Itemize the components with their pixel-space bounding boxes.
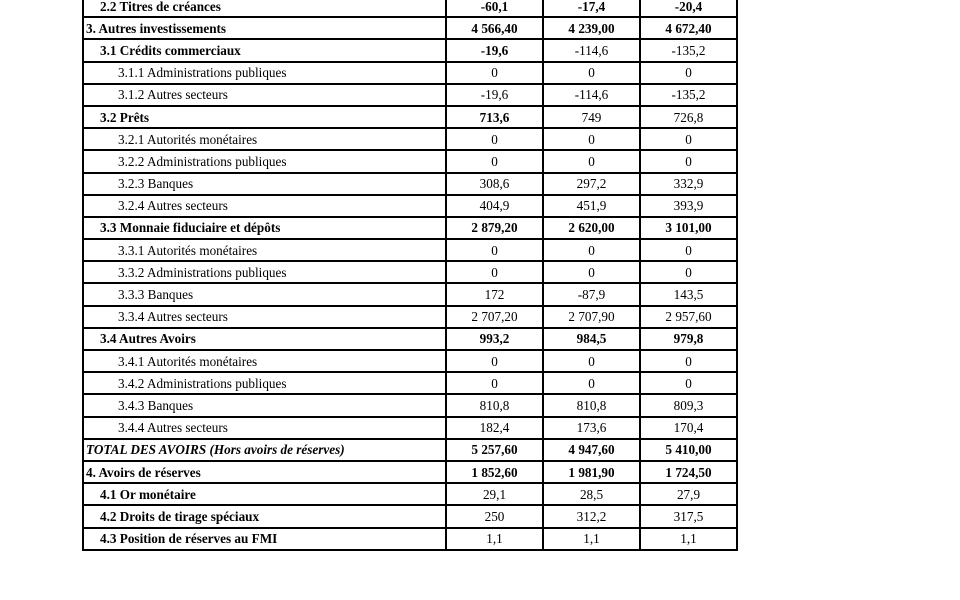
value-cell: 0: [446, 372, 543, 394]
table-row: [83, 195, 737, 217]
value-cell: 250: [446, 505, 543, 527]
value-cell: 1,1: [543, 528, 640, 550]
row-label: 3.3.3 Banques: [83, 283, 446, 305]
value-cell: 0: [640, 128, 737, 150]
value-cell: 297,2: [543, 173, 640, 195]
value-cell: 0: [640, 372, 737, 394]
row-label: 3.2.4 Autres secteurs: [83, 195, 446, 217]
row-label: 3.2.2 Administrations publiques: [83, 150, 446, 172]
table-row: [83, 505, 737, 527]
row-label: 4.2 Droits de tirage spéciaux: [83, 505, 446, 527]
table-row: [83, 417, 737, 439]
table-row: [83, 261, 737, 283]
value-cell: 173,6: [543, 417, 640, 439]
value-cell: -60,1: [446, 0, 543, 17]
table-row: [83, 39, 737, 61]
value-cell: 3 101,00: [640, 217, 737, 239]
table-row: [83, 106, 737, 128]
row-label: TOTAL DES AVOIRS (Hors avoirs de réserves): [83, 439, 446, 461]
value-cell: -17,4: [543, 0, 640, 17]
table-row: [83, 217, 737, 239]
value-cell: 451,9: [543, 195, 640, 217]
value-cell: 170,4: [640, 417, 737, 439]
row-label: 3.3.4 Autres secteurs: [83, 306, 446, 328]
value-cell: 0: [640, 239, 737, 261]
value-cell: 0: [640, 150, 737, 172]
value-cell: 29,1: [446, 483, 543, 505]
row-label: 4.1 Or monétaire: [83, 483, 446, 505]
table-row: [83, 306, 737, 328]
value-cell: 182,4: [446, 417, 543, 439]
value-cell: 0: [640, 350, 737, 372]
value-cell: -135,2: [640, 84, 737, 106]
row-label: 3.4.3 Banques: [83, 394, 446, 416]
value-cell: 0: [543, 150, 640, 172]
value-cell: 5 410,00: [640, 439, 737, 461]
table-row: [83, 439, 737, 461]
row-label: 3.1 Crédits commerciaux: [83, 39, 446, 61]
value-cell: 0: [543, 62, 640, 84]
table-row: [83, 394, 737, 416]
value-cell: -114,6: [543, 84, 640, 106]
value-cell: -135,2: [640, 39, 737, 61]
value-cell: 713,6: [446, 106, 543, 128]
value-cell: -114,6: [543, 39, 640, 61]
value-cell: 0: [446, 350, 543, 372]
value-cell: 0: [446, 239, 543, 261]
value-cell: 809,3: [640, 394, 737, 416]
value-cell: 810,8: [543, 394, 640, 416]
row-label: 3.3 Monnaie fiduciaire et dépôts: [83, 217, 446, 239]
value-cell: 0: [446, 62, 543, 84]
value-cell: 749: [543, 106, 640, 128]
row-label: 3.4.1 Autorités monétaires: [83, 350, 446, 372]
value-cell: 393,9: [640, 195, 737, 217]
value-cell: 0: [446, 150, 543, 172]
value-cell: 172: [446, 283, 543, 305]
value-cell: 0: [543, 350, 640, 372]
value-cell: 2 620,00: [543, 217, 640, 239]
value-cell: 5 257,60: [446, 439, 543, 461]
value-cell: 2 879,20: [446, 217, 543, 239]
value-cell: 0: [640, 62, 737, 84]
table-row: [83, 528, 737, 550]
row-label: 3.3.1 Autorités monétaires: [83, 239, 446, 261]
value-cell: 1 852,60: [446, 461, 543, 483]
value-cell: 2 957,60: [640, 306, 737, 328]
row-label: 3.2.3 Banques: [83, 173, 446, 195]
value-cell: -19,6: [446, 39, 543, 61]
value-cell: 4 239,00: [543, 17, 640, 39]
table-row: [83, 0, 737, 17]
value-cell: 810,8: [446, 394, 543, 416]
table-row: [83, 461, 737, 483]
value-cell: 726,8: [640, 106, 737, 128]
row-label: 3.4.4 Autres secteurs: [83, 417, 446, 439]
row-label: 4.3 Position de réserves au FMI: [83, 528, 446, 550]
value-cell: 308,6: [446, 173, 543, 195]
value-cell: 0: [446, 261, 543, 283]
table-row: [83, 128, 737, 150]
value-cell: 979,8: [640, 328, 737, 350]
value-cell: 28,5: [543, 483, 640, 505]
table-row: [83, 239, 737, 261]
value-cell: 4 672,40: [640, 17, 737, 39]
row-label: 3.1.2 Autres secteurs: [83, 84, 446, 106]
table-row: [83, 84, 737, 106]
value-cell: -19,6: [446, 84, 543, 106]
value-cell: 0: [640, 261, 737, 283]
table-row: [83, 350, 737, 372]
row-label: 3.1.1 Administrations publiques: [83, 62, 446, 84]
row-label: 3. Autres investissements: [83, 17, 446, 39]
value-cell: 27,9: [640, 483, 737, 505]
row-label: 4. Avoirs de réserves: [83, 461, 446, 483]
row-label: 3.4 Autres Avoirs: [83, 328, 446, 350]
table-row: [83, 62, 737, 84]
table-row: [83, 283, 737, 305]
value-cell: -20,4: [640, 0, 737, 17]
value-cell: 0: [543, 372, 640, 394]
value-cell: 4 566,40: [446, 17, 543, 39]
value-cell: 143,5: [640, 283, 737, 305]
value-cell: 1,1: [640, 528, 737, 550]
value-cell: 984,5: [543, 328, 640, 350]
value-cell: 4 947,60: [543, 439, 640, 461]
table-row: [83, 17, 737, 39]
value-cell: 317,5: [640, 505, 737, 527]
row-label: 3.2 Prêts: [83, 106, 446, 128]
balance-table: [82, 0, 738, 551]
table-row: [83, 328, 737, 350]
balance-table-body: [83, 0, 737, 550]
row-label: 3.2.1 Autorités monétaires: [83, 128, 446, 150]
value-cell: -87,9: [543, 283, 640, 305]
value-cell: 1,1: [446, 528, 543, 550]
table-row: [83, 483, 737, 505]
value-cell: 1 724,50: [640, 461, 737, 483]
value-cell: 0: [543, 261, 640, 283]
value-cell: 993,2: [446, 328, 543, 350]
value-cell: 1 981,90: [543, 461, 640, 483]
value-cell: 0: [543, 239, 640, 261]
table-row: [83, 150, 737, 172]
row-label: 3.3.2 Administrations publiques: [83, 261, 446, 283]
value-cell: 332,9: [640, 173, 737, 195]
table-row: [83, 372, 737, 394]
value-cell: 2 707,20: [446, 306, 543, 328]
value-cell: 312,2: [543, 505, 640, 527]
value-cell: 0: [446, 128, 543, 150]
table-row: [83, 173, 737, 195]
row-label: 2.2 Titres de créances: [83, 0, 446, 17]
value-cell: 404,9: [446, 195, 543, 217]
value-cell: 2 707,90: [543, 306, 640, 328]
row-label: 3.4.2 Administrations publiques: [83, 372, 446, 394]
value-cell: 0: [543, 128, 640, 150]
